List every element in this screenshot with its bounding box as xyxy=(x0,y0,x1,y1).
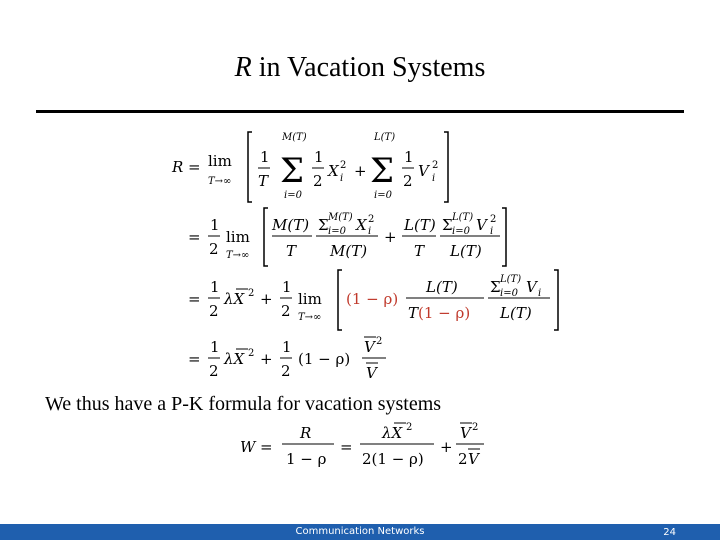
derivation-equations xyxy=(160,118,600,388)
svg-text:=: = xyxy=(340,438,353,456)
equation-line-1 xyxy=(171,132,448,202)
svg-text:2: 2 xyxy=(403,172,413,190)
svg-text:L(T): L(T) xyxy=(500,304,532,322)
svg-text:M(T): M(T) xyxy=(328,212,353,223)
svg-text:2: 2 xyxy=(248,348,255,359)
equation-line-4 xyxy=(188,336,386,382)
slide-title xyxy=(0,52,720,84)
svg-text:L(T): L(T) xyxy=(404,216,436,234)
svg-text:2: 2 xyxy=(432,160,439,171)
svg-text:M(T): M(T) xyxy=(272,216,310,234)
svg-text:i: i xyxy=(368,226,372,237)
svg-text:2: 2 xyxy=(248,288,255,299)
svg-text:λX: λX xyxy=(224,350,245,368)
svg-text:V: V xyxy=(526,278,537,296)
svg-text:2: 2 xyxy=(490,214,497,225)
svg-text:=: = xyxy=(188,350,201,368)
svg-text:1: 1 xyxy=(210,338,220,356)
svg-text:T→∞: T→∞ xyxy=(298,312,322,323)
svg-text:X: X xyxy=(356,216,367,234)
svg-text:T: T xyxy=(286,242,297,260)
svg-text:Σ: Σ xyxy=(370,151,395,191)
svg-text:1: 1 xyxy=(282,278,292,296)
svg-text:(1 − ρ): (1 − ρ) xyxy=(346,290,399,308)
svg-text:M(T): M(T) xyxy=(330,242,368,260)
svg-text:L(T): L(T) xyxy=(452,212,474,223)
svg-text:W: W xyxy=(240,438,256,456)
svg-text:(1 − ρ): (1 − ρ) xyxy=(418,304,471,322)
svg-text:V: V xyxy=(460,424,471,442)
svg-text:2: 2 xyxy=(281,302,291,320)
svg-text:M(T): M(T) xyxy=(282,132,307,143)
svg-text:2: 2 xyxy=(406,422,413,433)
svg-text:V: V xyxy=(468,450,479,468)
title-variable: R xyxy=(234,52,252,83)
svg-text:1: 1 xyxy=(260,148,270,166)
svg-text:T→∞: T→∞ xyxy=(226,250,250,261)
svg-text:1 − ρ: 1 − ρ xyxy=(286,450,327,468)
svg-text:V: V xyxy=(366,364,377,382)
page-number: 24 xyxy=(663,527,676,538)
svg-text:2: 2 xyxy=(313,172,323,190)
svg-text:2: 2 xyxy=(340,160,347,171)
svg-text:L(T): L(T) xyxy=(374,132,396,143)
svg-text:2: 2 xyxy=(368,214,375,225)
svg-text:R: R xyxy=(300,424,312,442)
pk-formula xyxy=(236,416,536,476)
svg-text:2: 2 xyxy=(281,362,291,380)
svg-text:2: 2 xyxy=(458,450,468,468)
svg-text:Σ: Σ xyxy=(442,216,453,234)
svg-text:i: i xyxy=(490,226,494,237)
svg-text:Σ: Σ xyxy=(318,216,329,234)
svg-text:T: T xyxy=(408,304,419,322)
title-text: in Vacation Systems xyxy=(251,52,486,83)
svg-text:i=0: i=0 xyxy=(500,288,518,299)
equation-line-2 xyxy=(188,208,506,266)
svg-text:2: 2 xyxy=(472,422,479,433)
svg-text:2: 2 xyxy=(209,240,219,258)
footer-course-name: Communication Networks xyxy=(295,526,425,537)
svg-text:1: 1 xyxy=(282,338,292,356)
svg-text:2(1 − ρ): 2(1 − ρ) xyxy=(362,450,424,468)
svg-text:lim: lim xyxy=(298,290,322,308)
svg-text:R: R xyxy=(172,158,184,176)
svg-text:2: 2 xyxy=(209,302,219,320)
title-underline xyxy=(36,110,684,113)
svg-text:V: V xyxy=(476,216,487,234)
svg-text:T: T xyxy=(414,242,425,260)
svg-text:(1 − ρ): (1 − ρ) xyxy=(298,350,351,368)
svg-text:T: T xyxy=(258,172,269,190)
svg-text:lim: lim xyxy=(208,152,232,170)
svg-text:=: = xyxy=(188,228,201,246)
svg-text:V: V xyxy=(364,338,375,356)
svg-text:i=0: i=0 xyxy=(374,190,392,201)
svg-text:L(T): L(T) xyxy=(500,274,522,285)
svg-text:lim: lim xyxy=(226,228,250,246)
equation-line-3 xyxy=(188,270,558,330)
svg-text:X: X xyxy=(328,162,339,180)
svg-text:1: 1 xyxy=(210,216,220,234)
svg-text:i=0: i=0 xyxy=(284,190,302,201)
svg-text:+: + xyxy=(384,228,397,246)
svg-text:i: i xyxy=(432,173,436,184)
svg-text:λX: λX xyxy=(382,424,403,442)
svg-text:2: 2 xyxy=(376,336,383,347)
svg-text:i: i xyxy=(538,288,542,299)
svg-text:+: + xyxy=(354,162,367,180)
svg-text:i=0: i=0 xyxy=(452,226,470,237)
svg-text:=: = xyxy=(188,158,201,176)
pk-formula-statement: We thus have a P-K formula for vacation systems xyxy=(45,393,442,415)
svg-text:=: = xyxy=(260,438,273,456)
svg-text:Σ: Σ xyxy=(490,278,501,296)
derivation-block xyxy=(160,118,600,388)
slide-footer xyxy=(0,524,720,540)
svg-text:2: 2 xyxy=(209,362,219,380)
svg-text:i: i xyxy=(340,173,344,184)
svg-text:V: V xyxy=(418,162,429,180)
svg-text:1: 1 xyxy=(210,278,220,296)
svg-text:λX: λX xyxy=(224,290,245,308)
svg-text:+: + xyxy=(260,350,273,368)
svg-text:+: + xyxy=(440,438,453,456)
svg-text:=: = xyxy=(188,290,201,308)
pk-formula-equation xyxy=(236,416,536,476)
svg-text:i=0: i=0 xyxy=(328,226,346,237)
svg-text:Σ: Σ xyxy=(280,151,305,191)
svg-text:L(T): L(T) xyxy=(450,242,482,260)
svg-text:1: 1 xyxy=(404,148,414,166)
svg-text:1: 1 xyxy=(314,148,324,166)
svg-text:L(T): L(T) xyxy=(426,278,458,296)
svg-text:+: + xyxy=(260,290,273,308)
svg-text:T→∞: T→∞ xyxy=(208,176,232,187)
